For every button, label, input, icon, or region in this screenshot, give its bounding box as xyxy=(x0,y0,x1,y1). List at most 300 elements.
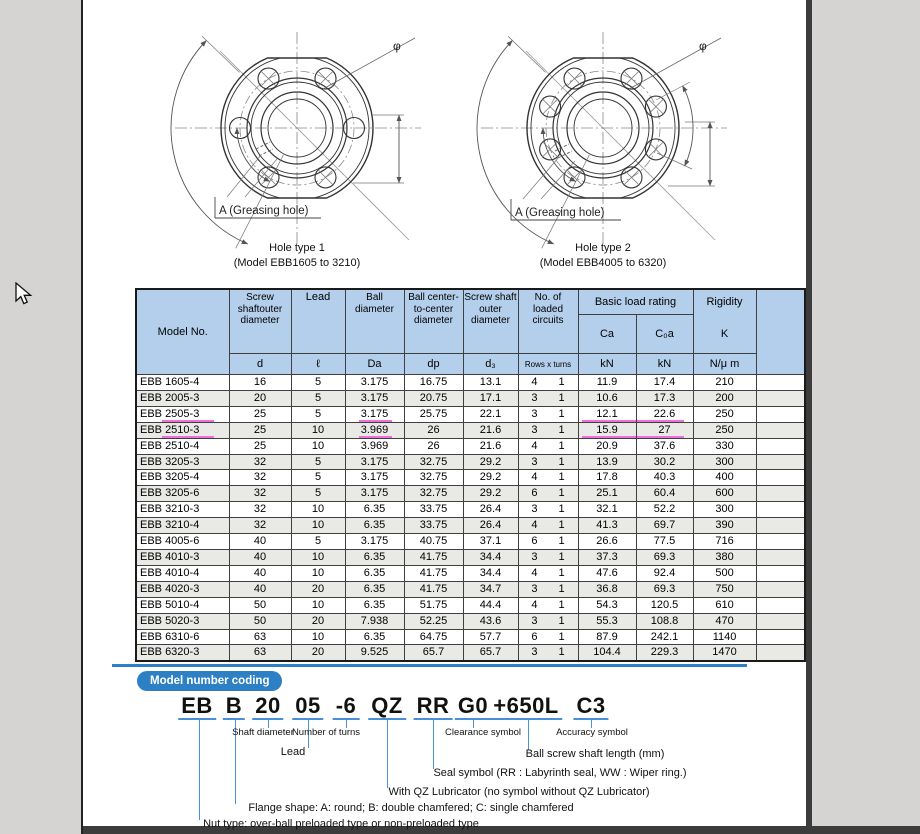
cell-model-no: EBB 4010-4 xyxy=(136,565,229,581)
cell-c0a: 17.4 xyxy=(636,375,693,391)
cell-ca: 10.6 xyxy=(578,390,636,406)
cell-rows: 3 xyxy=(531,614,538,627)
unit-da: Da xyxy=(345,354,404,375)
code-segment-flange: B xyxy=(223,694,245,720)
col-header-ball-diameter: Ball diameter xyxy=(345,289,404,354)
cell-lead: 5 xyxy=(291,470,345,486)
cell-c0a: 242.1 xyxy=(636,629,693,645)
cell-d3: 34.4 xyxy=(463,549,518,565)
cell-lead: 5 xyxy=(291,375,345,391)
cell-d: 40 xyxy=(229,534,291,550)
coding-label-qz: With QZ Lubricator (no symbol without QZ Lubricator) xyxy=(388,786,650,798)
cell-model-no: EBB 6320-3 xyxy=(136,645,229,661)
cell-turns: 1 xyxy=(558,376,565,388)
cell-turns: 1 xyxy=(558,630,565,643)
cell-k: 300 xyxy=(693,502,756,518)
cell-empty xyxy=(756,486,805,502)
cell-dp: 41.75 xyxy=(404,581,463,597)
cell-turns: 1 xyxy=(558,391,565,404)
cell-dp: 32.75 xyxy=(404,470,463,486)
cell-k: 750 xyxy=(693,581,756,597)
model-number-coding-badge: Model number coding xyxy=(137,671,282,691)
table-row xyxy=(136,375,805,391)
cell-d3: 43.6 xyxy=(463,613,518,629)
cell-k: 330 xyxy=(693,438,756,454)
unit-kn-c0a: kN xyxy=(636,354,693,375)
cell-model-no: EBB 2005-3 xyxy=(136,390,229,406)
spec-table-body xyxy=(136,375,805,662)
cell-empty xyxy=(756,597,805,613)
cell-turns: 1 xyxy=(558,535,565,548)
table-row xyxy=(136,406,805,422)
cell-dp: 40.75 xyxy=(404,534,463,550)
cell-d3: 44.4 xyxy=(463,597,518,613)
cell-rows-turns xyxy=(518,613,578,629)
col-header-model-no: Model No. xyxy=(136,289,229,375)
cell-d3: 57.7 xyxy=(463,629,518,645)
drawing2-caption xyxy=(496,241,710,271)
table-row xyxy=(136,518,805,534)
cell-d3: 21.6 xyxy=(463,438,518,454)
cell-d: 63 xyxy=(229,629,291,645)
cell-ca: 41.3 xyxy=(578,518,636,534)
table-row xyxy=(136,597,805,613)
cell-rows: 4 xyxy=(531,439,538,452)
cell-k: 250 xyxy=(693,406,756,422)
cell-rows: 3 xyxy=(531,646,538,659)
col-header-c0a: C₀a xyxy=(636,315,693,354)
cell-turns: 1 xyxy=(558,519,565,532)
coding-connector-line xyxy=(199,719,200,820)
cell-lead: 10 xyxy=(291,518,345,534)
cell-lead: 5 xyxy=(291,486,345,502)
section-divider-rule xyxy=(112,664,747,667)
cell-turns: 1 xyxy=(558,423,565,436)
extension-line xyxy=(202,36,239,72)
cell-ca: 25.1 xyxy=(578,486,636,502)
cell-d: 32 xyxy=(229,454,291,470)
cell-d: 32 xyxy=(229,518,291,534)
cell-k: 210 xyxy=(693,375,756,391)
cell-rows-turns xyxy=(518,597,578,613)
cell-k: 600 xyxy=(693,486,756,502)
coding-label-clearance: Clearance symbol xyxy=(444,727,522,738)
cell-rows: 6 xyxy=(531,630,538,643)
cell-k: 300 xyxy=(693,454,756,470)
code-segment-turns: -6 xyxy=(333,694,360,720)
cell-empty xyxy=(756,549,805,565)
cell-turns: 1 xyxy=(558,455,565,468)
cell-rows: 4 xyxy=(531,471,538,484)
table-row xyxy=(136,438,805,454)
cell-d3: 65.7 xyxy=(463,645,518,661)
cell-ca: 20.9 xyxy=(578,438,636,454)
document-page xyxy=(83,0,806,830)
col-header-screw-shaft-outer2: Screw shaft outer diameter xyxy=(463,289,518,354)
cell-empty xyxy=(756,438,805,454)
drawing1-caption-range: (Model EBB1605 to 3210) xyxy=(233,257,361,269)
cell-model-no: EBB 3210-4 xyxy=(136,518,229,534)
drawing2-caption-title: Hole type 2 xyxy=(575,242,631,254)
cell-turns: 1 xyxy=(558,503,565,516)
cell-dp: 52.25 xyxy=(404,613,463,629)
cell-lead: 10 xyxy=(291,565,345,581)
coding-label-nut: Nut type: over-ball preloaded type or non-preloaded type xyxy=(203,818,479,830)
cell-da: 9.525 xyxy=(345,645,404,661)
cell-c0a: 77.5 xyxy=(636,534,693,550)
cell-empty xyxy=(756,518,805,534)
cell-empty xyxy=(756,502,805,518)
cell-ca: 11.9 xyxy=(578,375,636,391)
cell-lead: 20 xyxy=(291,645,345,661)
drawing2-caption-range: (Model EBB4005 to 6320) xyxy=(539,257,667,269)
cell-rows-turns xyxy=(518,375,578,391)
unit-d3: d₃ xyxy=(463,354,518,375)
cell-da: 3.175 xyxy=(345,534,404,550)
cell-rows: 4 xyxy=(531,519,538,532)
cell-da: 3.175 xyxy=(345,470,404,486)
cell-rows: 3 xyxy=(531,582,538,595)
cell-d: 32 xyxy=(229,502,291,518)
flange-drawing-hole-type-2 xyxy=(463,26,743,271)
cell-turns: 1 xyxy=(558,550,565,563)
cell-empty xyxy=(756,534,805,550)
cell-ca: 55.3 xyxy=(578,613,636,629)
cell-turns: 1 xyxy=(558,646,565,659)
cell-k: 390 xyxy=(693,518,756,534)
code-segment-lead: 05 xyxy=(292,694,323,720)
col-header-ca: Ca xyxy=(578,315,636,354)
cell-rows-turns xyxy=(518,502,578,518)
coding-connector-line xyxy=(387,719,388,788)
cell-model-no: EBB 5020-3 xyxy=(136,613,229,629)
cell-d3: 34.4 xyxy=(463,565,518,581)
col-header-circuits: No. of loaded circuits xyxy=(518,289,578,354)
cell-k: 1140 xyxy=(693,629,756,645)
table-row xyxy=(136,502,805,518)
cell-dp: 64.75 xyxy=(404,629,463,645)
coding-label-number-of-turns: Number of turns xyxy=(291,727,361,738)
cell-model-no: EBB 4010-3 xyxy=(136,549,229,565)
cell-model-no: EBB 3205-4 xyxy=(136,470,229,486)
table-row xyxy=(136,422,805,438)
table-row xyxy=(136,629,805,645)
cell-d: 63 xyxy=(229,645,291,661)
cell-k: 716 xyxy=(693,534,756,550)
cell-model-no: EBB 1605-4 xyxy=(136,375,229,391)
cell-empty xyxy=(756,390,805,406)
cell-dp: 41.75 xyxy=(404,549,463,565)
cell-rows-turns xyxy=(518,470,578,486)
unit-rigidity: N/μ m xyxy=(693,354,756,375)
cell-turns: 1 xyxy=(558,566,565,579)
cell-d3: 29.2 xyxy=(463,470,518,486)
cell-rows: 3 xyxy=(531,407,538,420)
flange-drawing-hole-type-1 xyxy=(157,26,437,271)
cell-da: 3.175 xyxy=(345,375,404,391)
cell-model-no: EBB 3205-3 xyxy=(136,454,229,470)
cell-d: 32 xyxy=(229,486,291,502)
cell-rows: 3 xyxy=(531,550,538,563)
cell-lead: 10 xyxy=(291,422,345,438)
code-segment-shaft-diameter: 20 xyxy=(252,694,283,720)
cell-d3: 34.7 xyxy=(463,581,518,597)
cell-c0a: 52.2 xyxy=(636,502,693,518)
cell-d: 50 xyxy=(229,597,291,613)
cell-c0a: 40.3 xyxy=(636,470,693,486)
table-row xyxy=(136,549,805,565)
cell-da: 6.35 xyxy=(345,581,404,597)
cell-da: 6.35 xyxy=(345,597,404,613)
coding-connector-line xyxy=(433,719,434,769)
cell-model-no: EBB 3205-6 xyxy=(136,486,229,502)
col-header-screw-shaft-outer: Screw shaftouter diameter xyxy=(229,289,291,354)
cell-lead: 5 xyxy=(291,406,345,422)
cell-empty xyxy=(756,470,805,486)
coding-label-accuracy: Accuracy symbol xyxy=(556,727,628,738)
cell-turns: 1 xyxy=(558,439,565,452)
viewer-right-panel xyxy=(812,0,920,826)
cell-turns: 1 xyxy=(558,598,565,611)
cell-k: 470 xyxy=(693,613,756,629)
cell-empty xyxy=(756,422,805,438)
cell-d3: 26.4 xyxy=(463,518,518,534)
col-header-rigidity: Rigidity xyxy=(693,289,756,315)
cell-ca: 87.9 xyxy=(578,629,636,645)
cell-c0a: 17.3 xyxy=(636,390,693,406)
cell-rows: 4 xyxy=(531,598,538,611)
code-segment-qz: QZ xyxy=(368,694,406,720)
col-header-lead: Lead xyxy=(291,289,345,354)
cell-d: 16 xyxy=(229,375,291,391)
cell-k: 610 xyxy=(693,597,756,613)
cell-da: 3.175 xyxy=(345,390,404,406)
cell-lead: 10 xyxy=(291,549,345,565)
table-row xyxy=(136,645,805,661)
cell-empty xyxy=(756,613,805,629)
cell-rows-turns xyxy=(518,581,578,597)
cell-model-no: EBB 5010-4 xyxy=(136,597,229,613)
col-header-empty xyxy=(756,289,805,375)
cell-d: 25 xyxy=(229,422,291,438)
extension-line xyxy=(236,155,284,249)
greasing-hole-label: A (Greasing hole) xyxy=(515,207,605,219)
cell-ca: 13.9 xyxy=(578,454,636,470)
cell-d3: 22.1 xyxy=(463,406,518,422)
cell-c0a: 120.5 xyxy=(636,597,693,613)
cell-k: 500 xyxy=(693,565,756,581)
cell-da: 3.969 xyxy=(345,422,404,438)
cell-rows: 3 xyxy=(531,391,538,404)
greasing-hole-label: A (Greasing hole) xyxy=(219,205,309,217)
spec-table xyxy=(135,288,806,662)
cell-dp: 51.75 xyxy=(404,597,463,613)
cell-ca: 37.3 xyxy=(578,549,636,565)
cell-c0a: 37.6 xyxy=(636,438,693,454)
cell-dp: 26 xyxy=(404,438,463,454)
unit-d: d xyxy=(229,354,291,375)
cell-ca: 17.8 xyxy=(578,470,636,486)
cell-rows-turns xyxy=(518,438,578,454)
table-row xyxy=(136,470,805,486)
viewer-left-panel xyxy=(0,0,81,834)
table-row xyxy=(136,581,805,597)
cell-empty xyxy=(756,629,805,645)
cell-k: 400 xyxy=(693,470,756,486)
cell-d3: 13.1 xyxy=(463,375,518,391)
unit-dp: dp xyxy=(404,354,463,375)
cell-empty xyxy=(756,565,805,581)
cell-lead: 5 xyxy=(291,390,345,406)
cell-ca: 12.1 xyxy=(578,406,636,422)
cell-ca: 26.6 xyxy=(578,534,636,550)
cell-lead: 10 xyxy=(291,597,345,613)
cursor-arrow-icon xyxy=(14,282,36,306)
cell-d: 25 xyxy=(229,406,291,422)
cell-empty xyxy=(756,581,805,597)
cell-da: 3.969 xyxy=(345,438,404,454)
cell-k: 1470 xyxy=(693,645,756,661)
cell-d3: 29.2 xyxy=(463,486,518,502)
cell-da: 6.35 xyxy=(345,629,404,645)
code-segment-accuracy: C3 xyxy=(573,694,608,720)
cell-d: 40 xyxy=(229,565,291,581)
cell-turns: 1 xyxy=(558,582,565,595)
cell-lead: 10 xyxy=(291,502,345,518)
cell-lead: 20 xyxy=(291,581,345,597)
cell-dp: 16.75 xyxy=(404,375,463,391)
cell-rows: 6 xyxy=(531,487,538,500)
cell-ca: 36.8 xyxy=(578,581,636,597)
cell-c0a: 108.8 xyxy=(636,613,693,629)
cell-c0a: 229.3 xyxy=(636,645,693,661)
coding-label-flange: Flange shape: A: round; B: double chamfered; C: single chamfered xyxy=(248,802,574,814)
cell-k: 200 xyxy=(693,390,756,406)
cell-rows: 3 xyxy=(531,455,538,468)
cell-ca: 32.1 xyxy=(578,502,636,518)
cell-rows-turns xyxy=(518,422,578,438)
cell-turns: 1 xyxy=(558,407,565,420)
code-segment-seal: RR xyxy=(414,694,453,720)
cell-model-no: EBB 2505-3 xyxy=(136,406,229,422)
cell-rows-turns xyxy=(518,486,578,502)
cell-dp: 33.75 xyxy=(404,518,463,534)
table-row xyxy=(136,486,805,502)
cell-d3: 21.6 xyxy=(463,422,518,438)
cell-empty xyxy=(756,406,805,422)
angle-dimension-arc-right xyxy=(683,86,694,166)
table-row xyxy=(136,565,805,581)
code-segment-clearance: G0 xyxy=(455,694,491,720)
cell-da: 3.175 xyxy=(345,486,404,502)
cell-dp: 20.75 xyxy=(404,390,463,406)
cell-ca: 47.6 xyxy=(578,565,636,581)
cell-rows-turns xyxy=(518,534,578,550)
code-segment-series: EB xyxy=(178,694,216,720)
cell-d: 40 xyxy=(229,581,291,597)
cell-da: 6.35 xyxy=(345,549,404,565)
cell-rows-turns xyxy=(518,645,578,661)
cell-lead: 5 xyxy=(291,534,345,550)
cell-lead: 20 xyxy=(291,613,345,629)
cell-turns: 1 xyxy=(558,487,565,500)
table-row xyxy=(136,390,805,406)
cell-dp: 32.75 xyxy=(404,454,463,470)
cell-empty xyxy=(756,645,805,661)
phi-symbol-label: φ xyxy=(699,39,707,53)
cell-model-no: EBB 2510-4 xyxy=(136,438,229,454)
cell-ca: 54.3 xyxy=(578,597,636,613)
cell-model-no: EBB 4020-3 xyxy=(136,581,229,597)
cell-rows-turns xyxy=(518,565,578,581)
cell-rows: 6 xyxy=(531,535,538,548)
cell-d3: 29.2 xyxy=(463,454,518,470)
cell-dp: 41.75 xyxy=(404,565,463,581)
cell-rows: 3 xyxy=(531,423,538,436)
cell-c0a: 69.3 xyxy=(636,581,693,597)
cell-empty xyxy=(756,375,805,391)
drawing1-caption xyxy=(190,241,404,271)
unit-lead: ℓ xyxy=(291,354,345,375)
coding-label-shaft-length: Ball screw shaft length (mm) xyxy=(525,748,665,760)
unit-rows-turns: Rows x turns xyxy=(518,354,578,375)
coding-connector-line xyxy=(528,719,529,750)
coding-label-lead: Lead xyxy=(280,746,306,758)
cell-d3: 17.1 xyxy=(463,390,518,406)
cell-c0a: 92.4 xyxy=(636,565,693,581)
cell-c0a: 69.7 xyxy=(636,518,693,534)
cell-turns: 1 xyxy=(558,471,565,484)
cell-c0a: 22.6 xyxy=(636,406,693,422)
cell-dp: 33.75 xyxy=(404,502,463,518)
table-row xyxy=(136,613,805,629)
cell-da: 6.35 xyxy=(345,565,404,581)
cell-da: 3.175 xyxy=(345,454,404,470)
cell-model-no: EBB 4005-6 xyxy=(136,534,229,550)
cell-c0a: 69.3 xyxy=(636,549,693,565)
phi-symbol-label: φ xyxy=(393,39,401,53)
cell-d: 50 xyxy=(229,613,291,629)
col-header-ball-ctc: Ball center-to-center diameter xyxy=(404,289,463,354)
col-header-basic-load-rating: Basic load rating xyxy=(578,289,693,315)
cell-model-no: EBB 2510-3 xyxy=(136,422,229,438)
cell-da: 6.35 xyxy=(345,502,404,518)
cell-rows-turns xyxy=(518,390,578,406)
cell-dp: 26 xyxy=(404,422,463,438)
cell-empty xyxy=(756,454,805,470)
cell-da: 3.175 xyxy=(345,406,404,422)
cell-dp: 32.75 xyxy=(404,486,463,502)
cell-rows-turns xyxy=(518,406,578,422)
coding-label-seal: Seal symbol (RR : Labyrinth seal, WW : Wiper ring.) xyxy=(433,767,687,779)
unit-kn-ca: kN xyxy=(578,354,636,375)
cell-dp: 65.7 xyxy=(404,645,463,661)
cell-turns: 1 xyxy=(558,614,565,627)
cell-rows: 4 xyxy=(531,376,538,388)
drawing1-caption-title: Hole type 1 xyxy=(269,242,325,254)
extension-line xyxy=(353,115,404,183)
cell-rows-turns xyxy=(518,518,578,534)
cell-d: 40 xyxy=(229,549,291,565)
code-segment-shaft-length: +650L xyxy=(490,694,562,720)
cell-d3: 37.1 xyxy=(463,534,518,550)
cell-lead: 5 xyxy=(291,454,345,470)
cell-da: 7.938 xyxy=(345,613,404,629)
cell-ca: 104.4 xyxy=(578,645,636,661)
spec-table-header xyxy=(136,289,805,375)
coding-label-shaft-diameter: Shaft diameter xyxy=(232,727,294,738)
cell-c0a: 60.4 xyxy=(636,486,693,502)
